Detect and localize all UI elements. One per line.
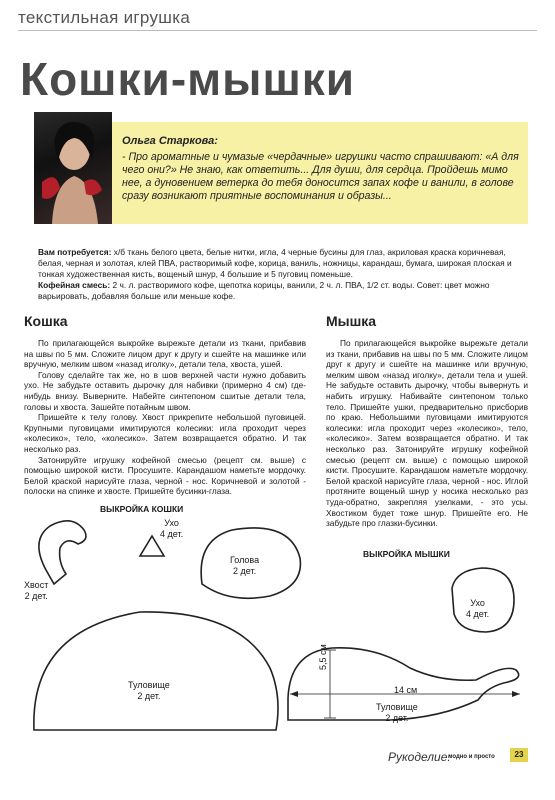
- cat-paragraph: Пришейте к телу голову. Хвост прикрепите небольшой пуговицей. Крупными пуговицами имитируются колесики: игла проходит через «колесико», тело, «колесико». Затем возвращается обратно. И так несколько раз.: [24, 412, 306, 454]
- author-name: Ольга Старкова:: [122, 135, 218, 147]
- page-title: Кошки-мышки: [20, 53, 356, 105]
- cat-heading: Кошка: [24, 313, 68, 329]
- mouse-instructions: [326, 338, 528, 529]
- materials-coffee: [38, 280, 528, 302]
- cat-ear-label: Ухо 4 дет.: [160, 518, 184, 539]
- cat-tail-label: Хвост 2 дет.: [24, 580, 49, 601]
- cat-head-label: Голова 2 дет.: [230, 555, 260, 576]
- section-rubric: текстильная игрушка: [18, 8, 191, 27]
- cat-paragraph: Затонируйте игрушку кофейной смесью (рецепт см. выше) с помощью широкой кисти. Просушите. Карандашом наметьте мордочку. Белой краской нарисуйте глаза, черной - нос. Коричневой и золотой - полоски на спинке и хвосте. Пришейте бусинки-глаза.: [24, 454, 306, 497]
- mouse-ear-label: Ухо 4 дет.: [466, 598, 490, 619]
- author-quote: - Про ароматные и чумазые «чердачные» игрушки часто спрашивают: «А для чего они?» Не знаю, как ответить... Для души, для сердца. Пройдешь мимо нее, а дуновением ветерка до тебя доносится запах кофе и ванили, в голове сразу возникают приятные воспоминания и образы...: [122, 151, 519, 202]
- author-photo: [34, 112, 112, 224]
- materials-need: [38, 247, 528, 280]
- mouse-heading: Мышка: [326, 313, 377, 329]
- cat-pattern-title: ВЫКРОЙКА КОШКИ: [100, 504, 184, 514]
- mouse-pattern-title: ВЫКРОЙКА МЫШКИ: [363, 549, 450, 559]
- mouse-paragraph: По прилагающейся выкройке вырежьте детали из ткани, прибавив на швы по 5 мм. Сложите лицом друг к другу и сшейте на машинке или вручную, мелким швом «назад иголку», детали тела и ушей. Не забудьте оставить дырочку, чтобы вывернуть и набить игрушку. Набивайте синтепоном только тело. Пришейте ушки, предварительно присборив по краю. Небольшими пуговицами имитируются колесики: игла проходит через «колесико», тело, «колесико». Затем возвращается обратно. И так несколько раз. Затонируйте игрушку кофейной смесью (рецепт см. выше) с помощью широкой кисти. Просушите. Карандашом наметьте мордочку. Белой краской нарисуйте глаза, черной - нос. Иглой протяните вощеный шнур у носика несколько раз туда-обратно, закрепляя узелками, - это усы. Хвостиком будет тоже шнур. Пришейте его. Не забудьте про глазки-бусинки.: [326, 338, 528, 529]
- materials-block: [38, 247, 528, 302]
- cat-body-label: Туловище 2 дет.: [128, 680, 170, 701]
- cat-body-shape: [34, 612, 278, 730]
- materials-need-text: х/б ткань белого цвета, белые нитки, игла, 4 черные бусины для глаз, акриловая краска коричневая, белая, черная и золотая, клей ПВА, растворимый кофе, корица, ваниль, ножницы, карандаш, бумага, широкая плоская и тонкая художественная кисть, вощеный шнур, 4 большие и 5 пуговиц поменьше.: [38, 247, 512, 279]
- cat-tail-shape: [39, 521, 86, 584]
- cat-paragraph: Голову сделайте так же, но в шов верхней части нужно добавить ухо. Не забудьте оставить дырочку для набивки (примерно 4 см) где-нибудь внизу. Выверните. Набейте синтепоном сшитые детали тела, головы и хвоста. Зашейте потайным швом.: [24, 369, 306, 412]
- magazine-subtitle: модно и просто: [448, 754, 495, 760]
- materials-coffee-text: 2 ч. л. растворимого кофе, щепотка корицы, ванили, 2 ч. л. ПВА, 1/2 ст. воды. Совет: цвет можно варьировать, добавляя больше или меньше кофе.: [38, 280, 490, 301]
- materials-need-label: Вам потребуется:: [38, 247, 112, 257]
- mouse-width-dim-label: 14 см: [394, 685, 418, 695]
- page-number: 23: [510, 748, 528, 762]
- cat-instructions: [24, 338, 306, 497]
- mouse-body-label: Туловище 2 дет.: [376, 702, 418, 723]
- mouse-height-dim-label: 5,5 см: [318, 644, 328, 670]
- header-divider: [18, 30, 537, 31]
- magazine-name: Рукоделие:: [388, 750, 451, 764]
- cat-paragraph: По прилагающейся выкройке вырежьте детали из ткани, прибавив на швы по 5 мм. Сложите лицом друг к другу и сшейте на машинке или вручную, мелким швом «назад иголку», детали тела, хвоста, ушей.: [24, 338, 306, 370]
- materials-coffee-label: Кофейная смесь:: [38, 280, 111, 290]
